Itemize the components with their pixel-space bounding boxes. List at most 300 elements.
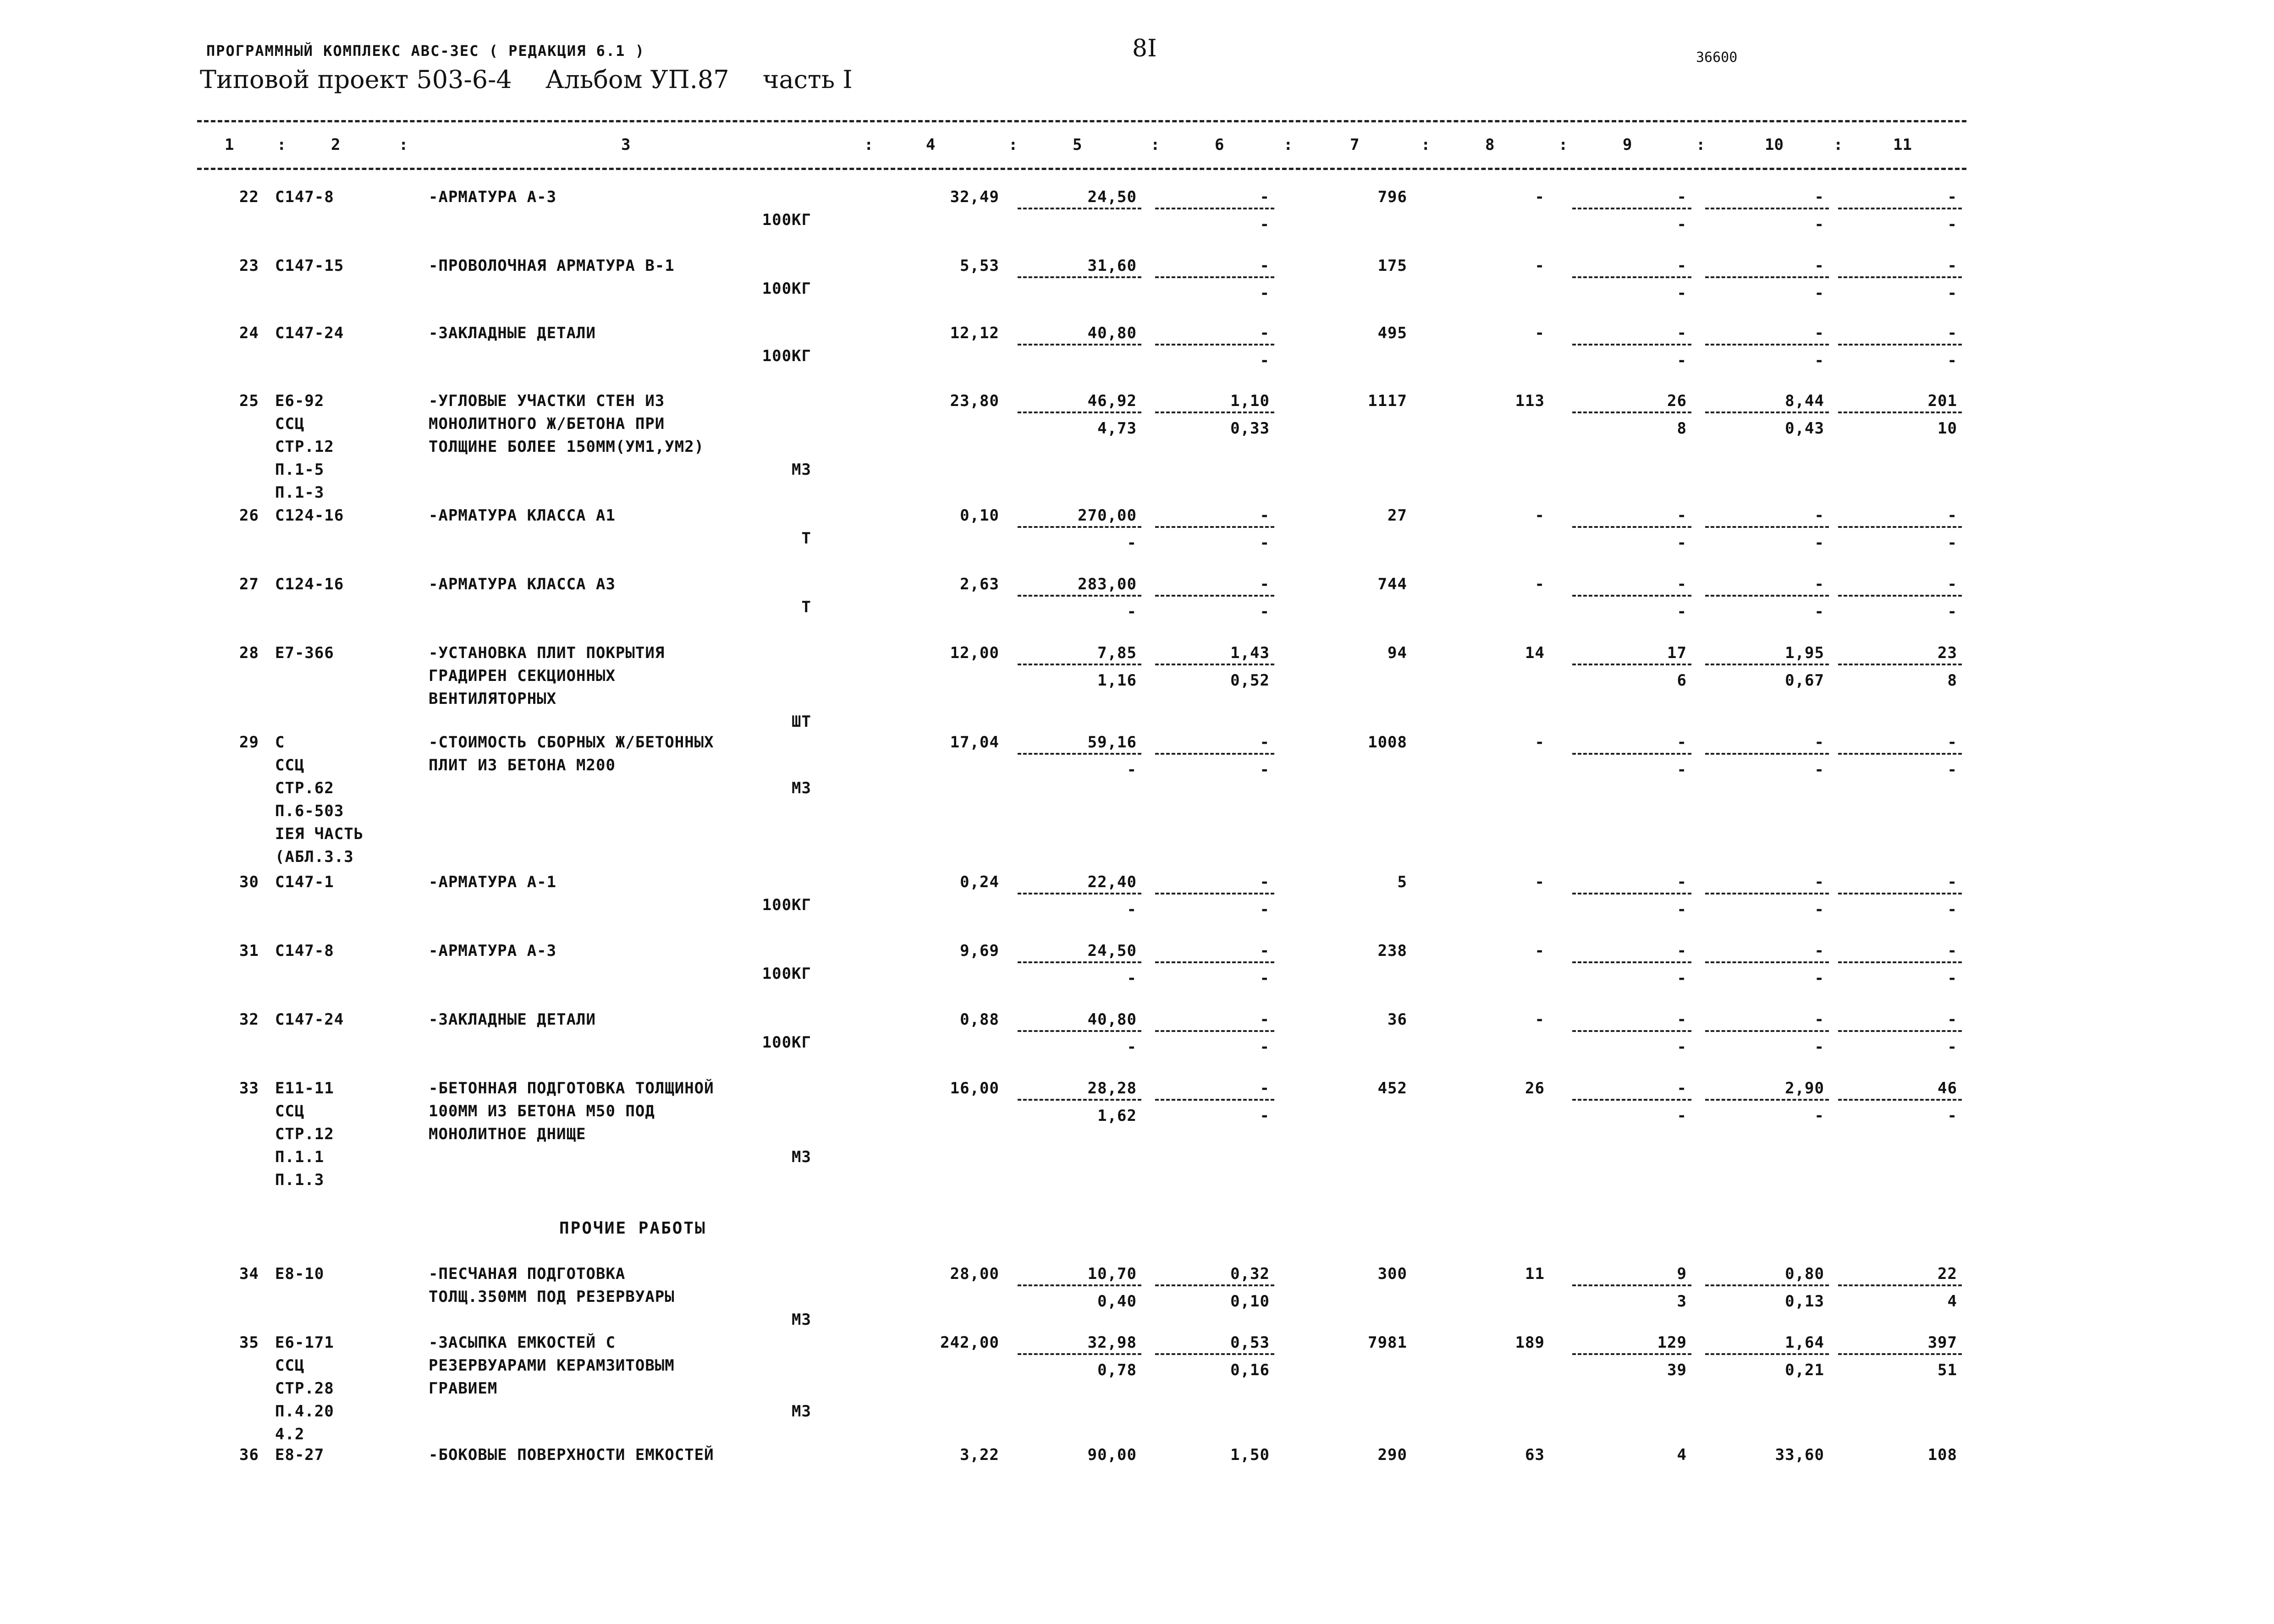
rate-code: ССЦ: [275, 1102, 305, 1120]
work-description: -АРМАТУРА КЛАССА А1: [429, 506, 616, 525]
sub-value-s10: 0,43: [1785, 419, 1824, 438]
subtotal-divider: [1018, 344, 1141, 346]
sub-value-s10: -: [1814, 761, 1824, 779]
work-description: МОНОЛИТНОЕ ДНИЩЕ: [429, 1125, 586, 1143]
sub-value-s5: -: [1127, 900, 1137, 919]
value-c4: 242,00: [940, 1333, 999, 1352]
unit-of-measure: 100КГ: [762, 211, 811, 229]
program-header: ПРОГРАММНЫЙ КОМПЛЕКС АВС-3ЕС ( РЕДАКЦИЯ 6.1 ): [206, 42, 645, 60]
value-c4: 23,80: [950, 392, 999, 410]
value-c9: 4: [1677, 1446, 1687, 1464]
unit-of-measure: ШТ: [792, 713, 811, 731]
work-description: -БОКОВЫЕ ПОВЕРХНОСТИ ЕМКОСТЕЙ: [429, 1446, 714, 1464]
value-c10: 8,44: [1785, 392, 1824, 410]
subtotal-divider: [1155, 753, 1274, 755]
value-c5: 90,00: [1087, 1446, 1137, 1464]
work-description: ПЛИТ ИЗ БЕТОНА М200: [429, 756, 616, 774]
subtotal-divider: [1018, 526, 1141, 528]
rate-code: С147-24: [275, 324, 344, 342]
value-c5: 59,16: [1087, 733, 1137, 752]
value-c9: -: [1677, 733, 1687, 752]
sub-value-s11: 51: [1938, 1361, 1957, 1379]
sub-value-s9: -: [1677, 969, 1687, 988]
value-c11: 22: [1938, 1265, 1957, 1283]
value-c9: -: [1677, 942, 1687, 960]
value-c6: -: [1260, 188, 1270, 206]
value-c9: -: [1677, 257, 1687, 275]
unit-of-measure: 100КГ: [762, 896, 811, 914]
value-c6: -: [1260, 873, 1270, 891]
sub-value-s9: -: [1677, 1038, 1687, 1056]
rate-code: П.1-3: [275, 483, 325, 502]
unit-of-measure: 100КГ: [762, 347, 811, 365]
sub-value-s11: -: [1947, 761, 1957, 779]
value-c4: 0,24: [960, 873, 999, 891]
work-description: -АРМАТУРА А-3: [429, 188, 557, 206]
project-header: [200, 65, 878, 94]
work-description: -ЗАКЛАДНЫЕ ДЕТАЛИ: [429, 324, 596, 342]
value-c9: 17: [1667, 644, 1687, 662]
value-c6: -: [1260, 324, 1270, 342]
value-c10: 33,60: [1775, 1446, 1824, 1464]
work-description: -ЗАКЛАДНЫЕ ДЕТАЛИ: [429, 1010, 596, 1029]
value-c5: 22,40: [1087, 873, 1137, 891]
value-c5: 10,70: [1087, 1265, 1137, 1283]
value-c6: -: [1260, 575, 1270, 593]
subtotal-divider: [1018, 664, 1141, 665]
subtotal-divider: [1572, 595, 1691, 597]
sub-value-s5: 1,62: [1097, 1107, 1137, 1125]
subtotal-divider: [1572, 208, 1691, 209]
sub-value-s10: 0,67: [1785, 671, 1824, 690]
value-c7: 7981: [1368, 1333, 1407, 1352]
value-c4: 17,04: [950, 733, 999, 752]
sub-value-s6: -: [1260, 351, 1270, 370]
sub-value-s5: 0,40: [1097, 1292, 1137, 1311]
value-c5: 24,50: [1087, 188, 1137, 206]
rate-code: Е8-10: [275, 1265, 325, 1283]
value-c4: 5,53: [960, 257, 999, 275]
work-description: ТОЛЩ.350ММ ПОД РЕЗЕРВУАРЫ: [429, 1288, 675, 1306]
work-description: МОНОЛИТНОГО Ж/БЕТОНА ПРИ: [429, 415, 665, 433]
subtotal-divider: [1572, 526, 1691, 528]
row-number: 22: [239, 188, 259, 206]
value-c6: -: [1260, 257, 1270, 275]
subtotal-divider: [1838, 1099, 1962, 1101]
value-c4: 2,63: [960, 575, 999, 593]
sub-value-s11: -: [1947, 284, 1957, 302]
rate-code: П.6-503: [275, 802, 344, 820]
rate-code: ССЦ: [275, 1356, 305, 1375]
column-header: 7: [1350, 136, 1360, 154]
part-title: часть I: [762, 65, 853, 94]
value-c8: -: [1535, 257, 1545, 275]
row-number: 28: [239, 644, 259, 662]
sub-value-s5: -: [1127, 969, 1137, 988]
work-description: -УСТАНОВКА ПЛИТ ПОКРЫТИЯ: [429, 644, 665, 662]
value-c6: 1,43: [1230, 644, 1270, 662]
sub-value-s5: 1,16: [1097, 671, 1137, 690]
value-c11: 23: [1938, 644, 1957, 662]
value-c4: 12,12: [950, 324, 999, 342]
value-c11: -: [1947, 257, 1957, 275]
rate-code: С147-24: [275, 1010, 344, 1029]
sub-value-s10: -: [1814, 284, 1824, 302]
unit-of-measure: Т: [801, 598, 811, 616]
sub-value-s6: -: [1260, 603, 1270, 621]
work-description: 100ММ ИЗ БЕТОНА М50 ПОД: [429, 1102, 655, 1120]
subtotal-divider: [1572, 961, 1691, 963]
value-c7: 1117: [1368, 392, 1407, 410]
value-c4: 0,88: [960, 1010, 999, 1029]
rate-code: Е8-27: [275, 1446, 325, 1464]
work-description: ГРАДИРЕН СЕКЦИОННЫХ: [429, 667, 616, 685]
value-c10: -: [1814, 575, 1824, 593]
subtotal-divider: [1572, 1284, 1691, 1286]
sub-value-s10: -: [1814, 969, 1824, 988]
work-description: -АРМАТУРА А-1: [429, 873, 557, 891]
sub-value-s6: -: [1260, 1038, 1270, 1056]
header-rule-top: [197, 120, 1966, 122]
sub-value-s9: -: [1677, 534, 1687, 552]
row-number: 24: [239, 324, 259, 342]
value-c7: 452: [1377, 1079, 1407, 1097]
document-code: 36600: [1696, 49, 1738, 66]
value-c9: -: [1677, 506, 1687, 525]
sub-value-s9: 6: [1677, 671, 1687, 690]
value-c8: -: [1535, 1010, 1545, 1029]
rate-code: СТР.12: [275, 438, 334, 456]
row-number: 26: [239, 506, 259, 525]
subtotal-divider: [1705, 1099, 1829, 1101]
sub-value-s9: -: [1677, 761, 1687, 779]
sub-value-s10: 0,13: [1785, 1292, 1824, 1311]
sub-value-s11: 10: [1938, 419, 1957, 438]
value-c10: 2,90: [1785, 1079, 1824, 1097]
page-number: 8I: [1132, 35, 1157, 62]
value-c10: 1,64: [1785, 1333, 1824, 1352]
column-header: 8: [1485, 136, 1495, 154]
value-c11: 46: [1938, 1079, 1957, 1097]
value-c8: 113: [1515, 392, 1545, 410]
value-c4: 16,00: [950, 1079, 999, 1097]
value-c6: 1,50: [1230, 1446, 1270, 1464]
rate-code: С124-16: [275, 575, 344, 593]
subtotal-divider: [1155, 1099, 1274, 1101]
subtotal-divider: [1572, 276, 1691, 278]
value-c5: 31,60: [1087, 257, 1137, 275]
subtotal-divider: [1705, 753, 1829, 755]
value-c6: 1,10: [1230, 392, 1270, 410]
value-c10: 0,80: [1785, 1265, 1824, 1283]
sub-value-s5: 4,73: [1097, 419, 1137, 438]
column-header: 3: [621, 136, 631, 154]
sub-value-s9: 39: [1667, 1361, 1687, 1379]
value-c4: 12,00: [950, 644, 999, 662]
value-c10: 1,95: [1785, 644, 1824, 662]
column-header: 4: [926, 136, 936, 154]
column-header: 10: [1765, 136, 1784, 154]
sub-value-s11: 8: [1947, 671, 1957, 690]
subtotal-divider: [1018, 961, 1141, 963]
value-c9: 9: [1677, 1265, 1687, 1283]
value-c5: 270,00: [1078, 506, 1137, 525]
work-description: -ПРОВОЛОЧНАЯ АРМАТУРА В-1: [429, 257, 675, 275]
sub-value-s6: 0,52: [1230, 671, 1270, 690]
subtotal-divider: [1018, 893, 1141, 894]
value-c4: 3,22: [960, 1446, 999, 1464]
value-c8: -: [1535, 942, 1545, 960]
value-c6: -: [1260, 942, 1270, 960]
value-c5: 40,80: [1087, 324, 1137, 342]
value-c11: -: [1947, 873, 1957, 891]
sub-value-s9: 3: [1677, 1292, 1687, 1311]
value-c9: -: [1677, 575, 1687, 593]
work-description: -АРМАТУРА А-3: [429, 942, 557, 960]
value-c10: -: [1814, 324, 1824, 342]
subtotal-divider: [1155, 344, 1274, 346]
unit-of-measure: М3: [792, 1311, 811, 1329]
rate-code: Е11-11: [275, 1079, 334, 1097]
sub-value-s9: -: [1677, 900, 1687, 919]
value-c5: 46,92: [1087, 392, 1137, 410]
album-title: Альбом УП.87: [545, 65, 729, 94]
value-c10: -: [1814, 942, 1824, 960]
value-c11: -: [1947, 188, 1957, 206]
value-c5: 32,98: [1087, 1333, 1137, 1352]
subtotal-divider: [1155, 276, 1274, 278]
sub-value-s9: -: [1677, 1107, 1687, 1125]
sub-value-s6: -: [1260, 534, 1270, 552]
value-c9: -: [1677, 1079, 1687, 1097]
subtotal-divider: [1838, 753, 1962, 755]
value-c7: 300: [1377, 1265, 1407, 1283]
work-description: -СТОИМОСТЬ СБОРНЫХ Ж/БЕТОННЫХ: [429, 733, 714, 752]
value-c11: -: [1947, 575, 1957, 593]
work-description: -ПЕСЧАНАЯ ПОДГОТОВКА: [429, 1265, 626, 1283]
value-c9: -: [1677, 1010, 1687, 1029]
column-header: 11: [1893, 136, 1912, 154]
subtotal-divider: [1155, 1030, 1274, 1032]
subtotal-divider: [1572, 893, 1691, 894]
value-c11: -: [1947, 506, 1957, 525]
sub-value-s11: -: [1947, 1038, 1957, 1056]
value-c10: -: [1814, 257, 1824, 275]
sub-value-s10: -: [1814, 351, 1824, 370]
column-header: 1: [225, 136, 234, 154]
value-c11: -: [1947, 942, 1957, 960]
subtotal-divider: [1838, 276, 1962, 278]
rate-code: С147-15: [275, 257, 344, 275]
value-c5: 283,00: [1078, 575, 1137, 593]
value-c11: -: [1947, 733, 1957, 752]
value-c8: -: [1535, 506, 1545, 525]
rate-code: С: [275, 733, 285, 752]
sub-value-s9: -: [1677, 284, 1687, 302]
value-c10: -: [1814, 1010, 1824, 1029]
work-description: ГРАВИЕМ: [429, 1379, 498, 1398]
value-c4: 9,69: [960, 942, 999, 960]
subtotal-divider: [1018, 1353, 1141, 1355]
value-c5: 24,50: [1087, 942, 1137, 960]
sub-value-s6: -: [1260, 761, 1270, 779]
row-number: 31: [239, 942, 259, 960]
subtotal-divider: [1018, 411, 1141, 413]
unit-of-measure: 100КГ: [762, 965, 811, 983]
sub-value-s10: -: [1814, 534, 1824, 552]
unit-of-measure: 100КГ: [762, 280, 811, 298]
sub-value-s5: -: [1127, 1038, 1137, 1056]
subtotal-divider: [1155, 1353, 1274, 1355]
value-c6: -: [1260, 1079, 1270, 1097]
subtotal-divider: [1155, 411, 1274, 413]
subtotal-divider: [1155, 1284, 1274, 1286]
subtotal-divider: [1705, 526, 1829, 528]
sub-value-s11: -: [1947, 1107, 1957, 1125]
sub-value-s9: -: [1677, 603, 1687, 621]
header-rule-bottom: [197, 168, 1966, 170]
column-header: 5: [1073, 136, 1082, 154]
unit-of-measure: 100КГ: [762, 1033, 811, 1052]
subtotal-divider: [1018, 276, 1141, 278]
subtotal-divider: [1838, 1030, 1962, 1032]
project-title: Типовой проект 503-6-4: [200, 65, 512, 94]
work-description: -АРМАТУРА КЛАССА А3: [429, 575, 616, 593]
sub-value-s11: -: [1947, 534, 1957, 552]
row-number: 30: [239, 873, 259, 891]
unit-of-measure: М3: [792, 461, 811, 479]
rate-code: С124-16: [275, 506, 344, 525]
work-description: РЕЗЕРВУАРАМИ КЕРАМЗИТОВЫМ: [429, 1356, 675, 1375]
subtotal-divider: [1018, 753, 1141, 755]
sub-value-s6: 0,33: [1230, 419, 1270, 438]
sub-value-s10: -: [1814, 900, 1824, 919]
value-c6: -: [1260, 733, 1270, 752]
value-c9: 26: [1667, 392, 1687, 410]
subtotal-divider: [1155, 595, 1274, 597]
subtotal-divider: [1572, 753, 1691, 755]
value-c11: 397: [1927, 1333, 1957, 1352]
work-description: ТОЛЩИНЕ БОЛЕЕ 150ММ(УМ1,УМ2): [429, 438, 705, 456]
rate-code: ССЦ: [275, 415, 305, 433]
work-description: ВЕНТИЛЯТОРНЫХ: [429, 690, 557, 708]
rate-code: 4.2: [275, 1425, 305, 1443]
subtotal-divider: [1838, 595, 1962, 597]
value-c8: 189: [1515, 1333, 1545, 1352]
subtotal-divider: [1155, 893, 1274, 894]
rate-code: П.4.20: [275, 1402, 334, 1421]
value-c7: 94: [1388, 644, 1407, 662]
value-c9: -: [1677, 324, 1687, 342]
value-c8: -: [1535, 188, 1545, 206]
value-c6: -: [1260, 506, 1270, 525]
value-c9: -: [1677, 188, 1687, 206]
value-c8: 63: [1525, 1446, 1545, 1464]
sub-value-s5: -: [1127, 761, 1137, 779]
value-c9: 129: [1657, 1333, 1687, 1352]
rate-code: ССЦ: [275, 756, 305, 774]
value-c7: 238: [1377, 942, 1407, 960]
rate-code: П.1.3: [275, 1171, 325, 1189]
subtotal-divider: [1572, 664, 1691, 665]
unit-of-measure: Т: [801, 529, 811, 548]
sub-value-s10: 0,21: [1785, 1361, 1824, 1379]
subtotal-divider: [1018, 1030, 1141, 1032]
rate-code: П.1-5: [275, 461, 325, 479]
rate-code: С147-8: [275, 188, 334, 206]
subtotal-divider: [1572, 1099, 1691, 1101]
row-number: 34: [239, 1265, 259, 1283]
sub-value-s6: -: [1260, 900, 1270, 919]
subtotal-divider: [1018, 208, 1141, 209]
rate-code: Е6-171: [275, 1333, 334, 1352]
sub-value-s10: -: [1814, 215, 1824, 234]
sub-value-s10: -: [1814, 1038, 1824, 1056]
row-number: 25: [239, 392, 259, 410]
value-c11: -: [1947, 324, 1957, 342]
sub-value-s5: 0,78: [1097, 1361, 1137, 1379]
rate-code: С147-1: [275, 873, 334, 891]
sub-value-s11: 4: [1947, 1292, 1957, 1311]
sub-value-s11: -: [1947, 351, 1957, 370]
value-c8: -: [1535, 575, 1545, 593]
sub-value-s9: -: [1677, 215, 1687, 234]
unit-of-measure: М3: [792, 779, 811, 797]
subtotal-divider: [1838, 208, 1962, 209]
section-title: ПРОЧИЕ РАБОТЫ: [559, 1219, 706, 1238]
value-c11: 108: [1927, 1446, 1957, 1464]
rate-code: (АБЛ.3.3: [275, 848, 354, 866]
value-c7: 744: [1377, 575, 1407, 593]
value-c7: 27: [1388, 506, 1407, 525]
column-header: 6: [1215, 136, 1224, 154]
value-c11: -: [1947, 1010, 1957, 1029]
subtotal-divider: [1705, 344, 1829, 346]
rate-code: СТР.62: [275, 779, 334, 797]
subtotal-divider: [1838, 893, 1962, 894]
sub-value-s9: -: [1677, 351, 1687, 370]
value-c8: -: [1535, 733, 1545, 752]
subtotal-divider: [1572, 1030, 1691, 1032]
subtotal-divider: [1572, 1353, 1691, 1355]
subtotal-divider: [1705, 208, 1829, 209]
subtotal-divider: [1155, 961, 1274, 963]
value-c4: 0,10: [960, 506, 999, 525]
unit-of-measure: М3: [792, 1402, 811, 1421]
subtotal-divider: [1838, 411, 1962, 413]
row-number: 35: [239, 1333, 259, 1352]
work-description: -УГЛОВЫЕ УЧАСТКИ СТЕН ИЗ: [429, 392, 665, 410]
subtotal-divider: [1155, 526, 1274, 528]
sub-value-s9: 8: [1677, 419, 1687, 438]
value-c11: 201: [1927, 392, 1957, 410]
subtotal-divider: [1705, 893, 1829, 894]
row-number: 32: [239, 1010, 259, 1029]
value-c8: 14: [1525, 644, 1545, 662]
value-c7: 5: [1397, 873, 1407, 891]
value-c5: 28,28: [1087, 1079, 1137, 1097]
rate-code: СТР.28: [275, 1379, 334, 1398]
rate-code: С147-8: [275, 942, 334, 960]
row-number: 36: [239, 1446, 259, 1464]
rate-code: СТР.12: [275, 1125, 334, 1143]
rate-code: Е7-366: [275, 644, 334, 662]
row-number: 29: [239, 733, 259, 752]
row-number: 27: [239, 575, 259, 593]
value-c8: -: [1535, 873, 1545, 891]
value-c6: 0,53: [1230, 1333, 1270, 1352]
sub-value-s10: -: [1814, 1107, 1824, 1125]
